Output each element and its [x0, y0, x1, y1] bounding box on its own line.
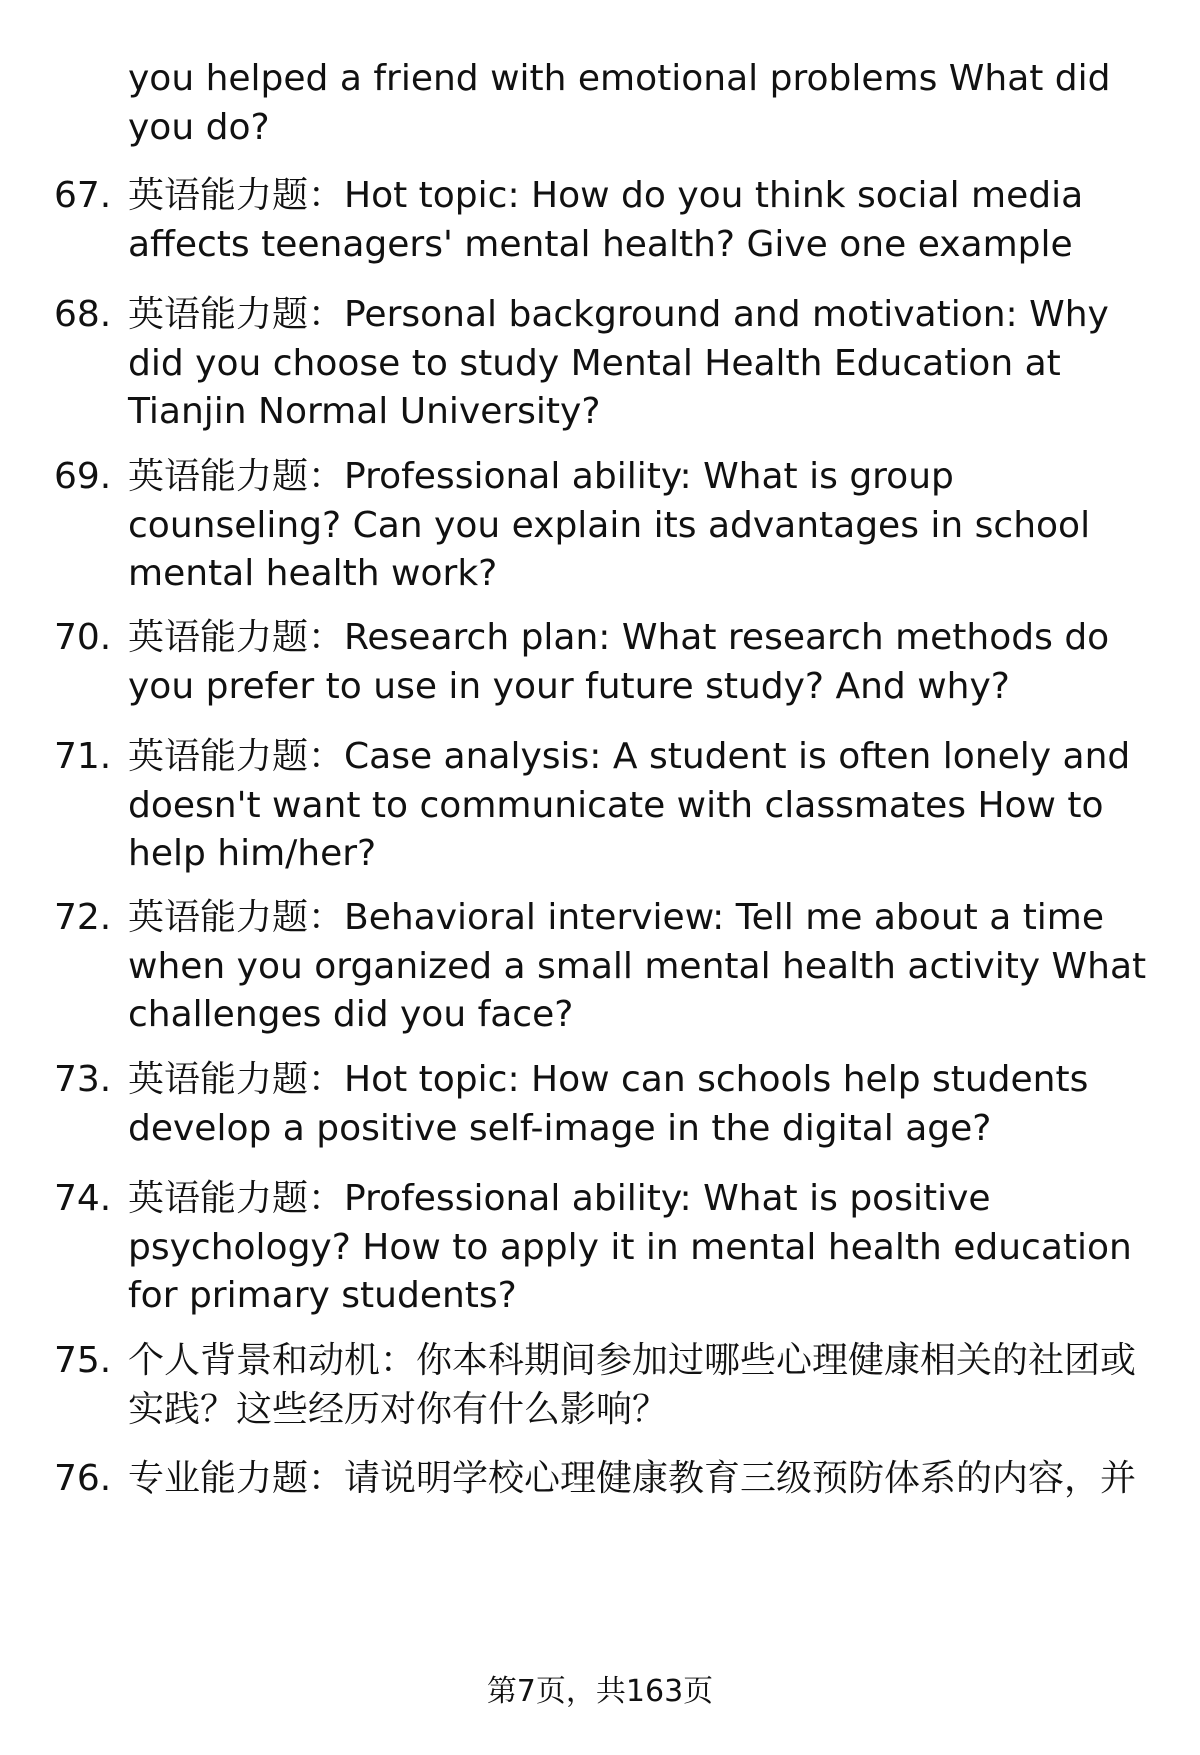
item-text: 英语能力题：Hot topic: How can schools help students develop a positive self-image in the digital age?	[128, 1059, 1089, 1149]
item-number: 76.	[54, 1458, 112, 1499]
item-text: 专业能力题：请说明学校心理健康教育三级预防体系的内容，并	[128, 1458, 1137, 1499]
item-text: 英语能力题：Case analysis: A student is often lonely and doesn't want to communicate with classmates How to help him/her?	[128, 736, 1131, 874]
item-text: 英语能力题：Professional ability: What is group counseling? Can you explain its advantages in school mental health work?	[128, 456, 1091, 594]
item-number: 71.	[54, 736, 112, 777]
item-number: 75.	[54, 1340, 112, 1381]
item-number: 72.	[54, 897, 112, 938]
item-text: 英语能力题：Professional ability: What is positive psychology? How to apply it in mental health education for primary students?	[128, 1178, 1132, 1316]
continuation-text: you helped a friend with emotional problems What did you do?	[128, 58, 1111, 148]
item-number: 69.	[54, 456, 112, 497]
item-number: 68.	[54, 294, 112, 335]
item-text: 英语能力题：Behavioral interview: Tell me about a time when you organized a small mental health activity What challenges did you face?	[128, 897, 1147, 1035]
item-text: 个人背景和动机：你本科期间参加过哪些心理健康相关的社团或实践？这些经历对你有什么影响？	[128, 1340, 1137, 1430]
item-number: 73.	[54, 1059, 112, 1100]
item-text: 英语能力题：Hot topic: How do you think social media affects teenagers' mental health? Give one example	[128, 175, 1084, 265]
item-number: 74.	[54, 1178, 112, 1219]
item-text: 英语能力题：Research plan: What research methods do you prefer to use in your future study? And why?	[128, 617, 1110, 707]
item-number: 67.	[54, 175, 112, 216]
item-number: 70.	[54, 617, 112, 658]
item-text: 英语能力题：Personal background and motivation: Why did you choose to study Mental Health Education at Tianjin Normal University?	[128, 294, 1109, 432]
page-footer: 第7页，共163页	[486, 1674, 714, 1709]
